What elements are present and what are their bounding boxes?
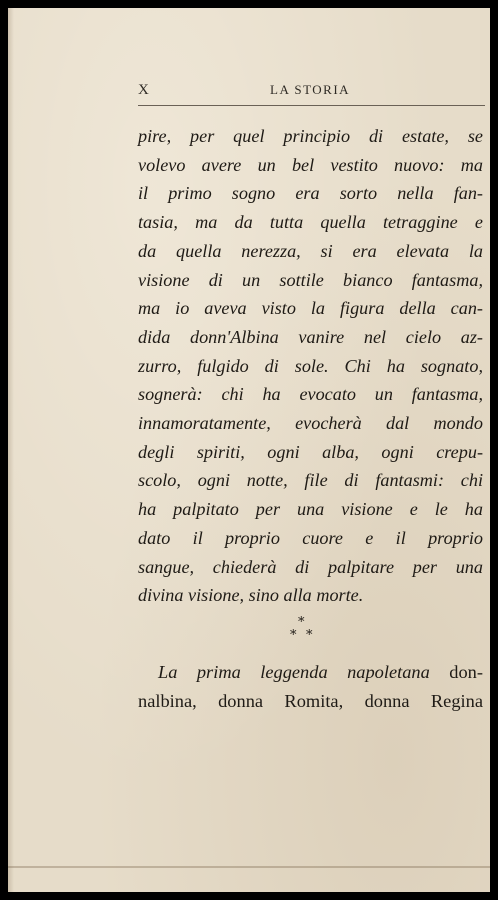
text-line: scolo, ogni notte, file di fantasmi: chi bbox=[138, 470, 483, 491]
text-line-last: divina visione, sino alla morte. bbox=[138, 585, 364, 606]
section-asterism bbox=[288, 616, 318, 644]
main-paragraph bbox=[138, 122, 483, 610]
text-line: sognerà: chi ha evocato un fantasma, bbox=[138, 384, 483, 405]
page-gutter-shadow bbox=[8, 8, 14, 892]
asterism-star: * bbox=[298, 615, 305, 630]
text-line: dato il proprio cuore e il proprio bbox=[138, 527, 483, 548]
text-line: volevo avere un bel vestito nuovo: ma bbox=[138, 154, 483, 175]
next-section-text bbox=[138, 658, 483, 715]
italic-opening: La prima leggenda napoletana bbox=[158, 662, 430, 682]
text-line: sangue, chiederà di palpitare per una bbox=[138, 556, 483, 577]
text-line: pire, per quel principio di estate, se bbox=[138, 126, 483, 146]
text-line: zurro, fulgido di sole. Chi ha sognato, bbox=[138, 355, 483, 376]
asterism-star: * bbox=[306, 628, 313, 643]
text-line: ha palpitato per una visione e le ha bbox=[138, 499, 483, 520]
bottom-fold-mark bbox=[8, 866, 490, 868]
running-title: LA STORIA bbox=[270, 82, 351, 97]
page-header bbox=[8, 82, 490, 106]
next-line-1-rest: don- bbox=[449, 662, 483, 682]
text-line: degli spiriti, ogni alba, ogni crepu- bbox=[138, 441, 483, 462]
text-line: tasia, ma da tutta quella tetraggine e bbox=[138, 212, 483, 233]
text-line: da quella nerezza, si era elevata la bbox=[138, 240, 483, 261]
text-line: ma io aveva visto la figura della can- bbox=[138, 298, 483, 319]
book-page bbox=[8, 8, 490, 892]
text-line: visione di un sottile bianco fantasma, bbox=[138, 269, 483, 290]
text-line: dida donn'Albina vanire nel cielo az- bbox=[138, 326, 483, 347]
header-rule bbox=[138, 105, 485, 106]
text-line: il primo sogno era sorto nella fan- bbox=[138, 183, 483, 204]
page-number: X bbox=[138, 82, 150, 98]
asterism-star: * bbox=[290, 628, 297, 643]
next-line-2: nalbina, donna Romita, donna Regina bbox=[138, 690, 483, 711]
text-line: innamoratamente, evocherà dal mondo bbox=[138, 413, 483, 434]
next-line-1 bbox=[138, 658, 483, 687]
